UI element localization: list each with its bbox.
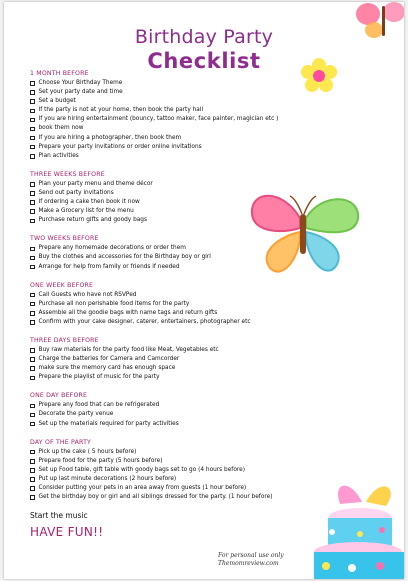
item-label: book them now (38, 125, 84, 132)
checkbox[interactable] (30, 495, 35, 500)
item-label: Buy raw materials for the party food like Meat, Vegetables etc (38, 346, 219, 353)
item-label: Plan activities (38, 152, 79, 159)
section-title: TWO WEEKS BEFORE (30, 235, 99, 243)
section-title: ONE WEEK BEFORE (30, 281, 94, 289)
checkbox[interactable] (30, 404, 35, 409)
checklist-item[interactable] (30, 318, 380, 327)
item-label: Purchase return gifts and goody bags (38, 217, 148, 224)
item-label: Prepare food for the party (5 hours before) (38, 457, 163, 464)
checklist-item[interactable] (30, 134, 380, 143)
note-line-2: Themomreview.com (218, 560, 279, 567)
checkbox[interactable] (30, 468, 35, 473)
checklist-item[interactable] (30, 475, 380, 484)
checkbox[interactable] (30, 99, 35, 104)
start-music-text: Start the music (30, 511, 88, 521)
page-title-line2: Checklist (147, 49, 261, 73)
section-title: THREE DAYS BEFORE (30, 336, 99, 344)
checkbox[interactable] (30, 200, 35, 205)
section-three-weeks-before (30, 170, 380, 225)
checkbox[interactable] (30, 247, 35, 252)
item-label: If you are hiring entertainment (bouncy, tattoo maker, face painter, magician etc ) (38, 116, 279, 123)
item-label: Charge the batteries for Camera and Camcorder (38, 356, 180, 363)
checkbox[interactable] (30, 265, 35, 270)
checkbox[interactable] (30, 357, 35, 362)
section-title: ONE DAY BEFORE (30, 392, 88, 400)
checkbox[interactable] (30, 136, 35, 141)
checklist-item[interactable] (30, 143, 380, 152)
checklist-item[interactable] (30, 410, 380, 419)
checkbox[interactable] (30, 145, 35, 150)
checkbox[interactable] (30, 219, 35, 224)
checkbox[interactable] (30, 366, 35, 371)
checklist-item[interactable] (30, 207, 380, 216)
section-1-month-before (30, 69, 380, 161)
item-label: If ordering a cake then book it now (38, 199, 140, 206)
checklist-item[interactable] (30, 180, 380, 189)
checkbox[interactable] (30, 191, 35, 196)
item-label: Purchase all non perishable food items for the party (38, 300, 190, 307)
item-label: Get the birthday boy or girl and all siblings dressed for the party. (1 hour before) (38, 494, 273, 501)
section-one-day-before (30, 391, 380, 428)
section-title: THREE WEEKS BEFORE (30, 170, 105, 178)
checklist-item[interactable] (30, 115, 380, 124)
checklist-item[interactable] (30, 466, 380, 475)
checklist-item[interactable] (30, 244, 380, 253)
checkbox[interactable] (30, 450, 35, 455)
checklist-item[interactable] (30, 420, 380, 429)
checkbox[interactable] (30, 182, 35, 187)
section-one-week-before (30, 281, 380, 327)
checklist-item[interactable] (30, 124, 380, 133)
page-title-line1: Birthday Party (134, 26, 274, 48)
checklist-item[interactable] (30, 457, 380, 466)
checklist-item[interactable] (30, 448, 380, 457)
checklist-item[interactable] (30, 263, 380, 272)
item-label: If the party is not at your home, then book the party hall (38, 107, 204, 114)
item-label: Send out party invitations (38, 189, 114, 196)
item-label: Arrange for help from family or friends if needed (38, 263, 180, 270)
section-day-of-party (30, 438, 380, 503)
checklist-item[interactable] (30, 373, 380, 382)
section-title: 1 MONTH BEFORE (30, 70, 89, 77)
item-label: Consider putting your pets in an area away from guests (1 hour before) (38, 485, 247, 491)
checklist-item[interactable] (30, 79, 380, 88)
item-label: Set up the materials required for party activities (38, 420, 179, 427)
item-label: If you are hiring a photographer, then book them (38, 134, 182, 141)
checklist-item[interactable] (30, 493, 380, 502)
item-label: Plan your party menu and theme décor (38, 180, 153, 187)
item-label: Set up Food table, gift table with goody bags set to go (4 hours before) (38, 466, 245, 473)
checklist-item[interactable] (30, 300, 380, 309)
item-label: Make a Grocery list for the menu (38, 208, 134, 215)
checklist-item[interactable] (30, 309, 380, 318)
checkbox[interactable] (30, 256, 35, 261)
checklist-item[interactable] (30, 355, 380, 364)
section-three-days-before (30, 336, 380, 382)
item-label: Set your party date and time (38, 89, 123, 96)
checklist-item[interactable] (30, 152, 380, 161)
checkbox[interactable] (30, 422, 35, 427)
item-label: Pick up the cake ( 5 hours before) (38, 448, 137, 455)
item-label: Decorate the party venue (38, 411, 114, 418)
checklist-item[interactable] (30, 216, 380, 225)
checklist-item[interactable] (30, 198, 380, 207)
checklist-content (30, 69, 380, 539)
checkbox[interactable] (30, 154, 35, 159)
item-label: Choose Your Birthday Theme (38, 80, 123, 86)
checkbox[interactable] (30, 376, 35, 381)
item-label: Prepare any homemade decorations or order them (38, 245, 186, 252)
checklist-item[interactable] (30, 88, 380, 97)
item-label: make sure the memory card has enough space (38, 365, 176, 372)
note-line-1: For personal use only (218, 552, 284, 559)
checkbox[interactable] (30, 311, 35, 316)
checkbox[interactable] (30, 348, 35, 353)
section-title: DAY OF THE PARTY (30, 438, 92, 446)
checkbox[interactable] (30, 118, 35, 123)
checkbox[interactable] (30, 486, 35, 491)
item-label: Prepare any food that can be refrigerated (38, 402, 160, 409)
item-label: Buy the clothes and accessories for the Birthday boy or girl (38, 254, 211, 261)
checkbox[interactable] (30, 109, 35, 114)
checklist-item[interactable] (30, 97, 380, 106)
checklist-item[interactable] (30, 346, 380, 355)
checkbox[interactable] (30, 293, 35, 298)
checklist-item[interactable] (30, 364, 380, 373)
checkbox[interactable] (30, 459, 35, 464)
checklist-item[interactable] (30, 253, 380, 262)
checkbox[interactable] (30, 209, 35, 214)
checkbox[interactable] (30, 302, 35, 307)
section-two-weeks-before (30, 234, 380, 271)
item-label: Assemble all the goodie bags with name tags and return gifts (38, 309, 218, 316)
item-label: Prepare your party invitations or order online invitations (38, 143, 202, 150)
item-label: Set a budget (38, 98, 76, 105)
have-fun-text: HAVE FUN!! (30, 525, 104, 540)
checkbox[interactable] (30, 90, 35, 95)
checklist-item[interactable] (30, 484, 380, 493)
item-label: Prepare the playlist of music for the party (38, 374, 160, 381)
checklist-item[interactable] (30, 291, 380, 300)
item-label: Put up last minute decorations (2 hours before) (38, 475, 177, 482)
checkbox[interactable] (30, 413, 35, 418)
checkbox[interactable] (30, 81, 35, 86)
checkbox[interactable] (30, 320, 35, 325)
item-label: Confirm with your cake designer, caterer, entertainers, photographer etc (38, 318, 251, 325)
checkbox[interactable] (30, 477, 35, 482)
checklist-item[interactable] (30, 189, 380, 198)
checkbox[interactable] (30, 127, 35, 132)
item-label: Call Guests who have not RSVPed (38, 291, 137, 298)
checklist-page (4, 2, 404, 579)
checklist-item[interactable] (30, 401, 380, 410)
personal-use-note (218, 552, 284, 568)
checklist-item[interactable] (30, 106, 380, 115)
